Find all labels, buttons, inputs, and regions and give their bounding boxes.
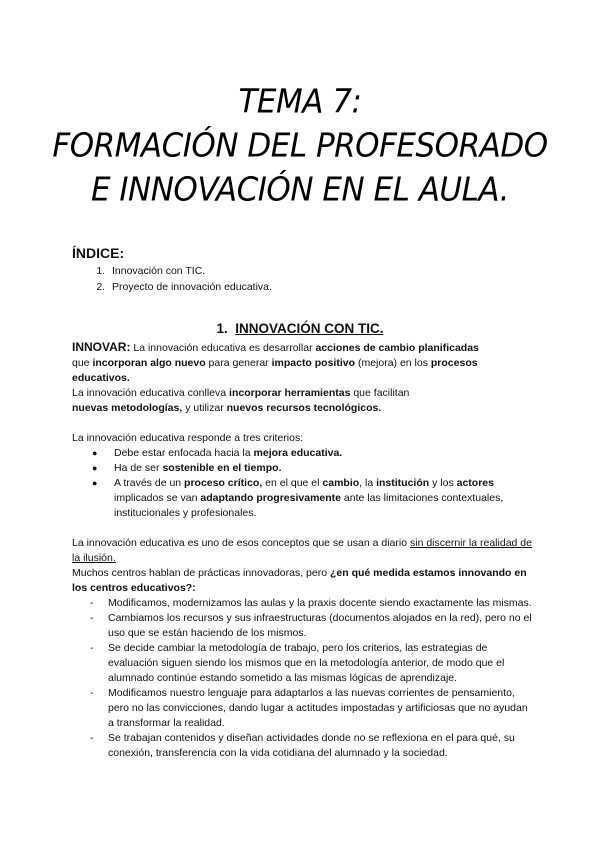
index-item: 2. Proyecto de innovación educativa. (108, 279, 568, 295)
index-list (72, 263, 568, 295)
paragraph-criterios: La innovación educativa responde a tres criterios: (72, 432, 304, 444)
list-item: - Modificamos, modernizamos las aulas y la praxis docente siendo exactamente las mismas. (108, 596, 532, 611)
section-title: INNOVACIÓN CON TIC. (235, 321, 384, 336)
list-item: - Se decide cambiar la metodología de trabajo, pero los criterios, las estrategias de evaluación siguen siendo los mismos que en la metodología anterior, de modo que el alumnado continúe estando sometido a las mismas lógicas de aprendizaje. (108, 641, 532, 686)
title-line-2: FORMACIÓN DEL PROFESORADO (52, 127, 548, 165)
document-title (0, 80, 600, 212)
criteria-list (72, 446, 532, 521)
title-line-3: E INNOVACIÓN EN EL AULA. (90, 171, 510, 209)
list-item: - Cambiamos los recursos y sus infraestructuras (documentos alojados en la red), pero no el uso que se están haciendo de los mismos. (108, 611, 532, 641)
paragraph-centros: Muchos centros hablan de prácticas innovadoras, pero ¿en qué medida estamos innovando en los centros educativos?: (72, 567, 527, 594)
list-item: - Modificamos nuestro lenguaje para adaptarlos a las nuevas corrientes de pensamiento, pero no las convicciones, dando lugar a actitudes impostadas y artificiosas que no ayudan a transformar la realidad. (108, 686, 532, 731)
paragraph-innovar: INNOVAR: La innovación educativa es desarrollar acciones de cambio planificadas que incorporan algo nuevo para generar impacto positivo (mejora) en los procesos educativos. (72, 340, 479, 384)
section-body (72, 340, 532, 761)
list-item: - Se trabajan contenidos y diseñan actividades donde no se reflexiona en el para qué, su conexión, transferencia con la vida cotidiana del alumnado y la sociedad. (108, 731, 532, 761)
section-heading (0, 321, 600, 336)
paragraph-conlleva: La innovación educativa conlleva incorporar herramientas que facilitan nuevas metodologías, y utilizar nuevos recursos tecnológicos. (72, 387, 410, 414)
index-heading: ÍNDICE: (72, 245, 125, 261)
title-line-1: TEMA 7: (238, 83, 362, 121)
list-item: ● Debe estar enfocada hacia la mejora educativa. (108, 446, 532, 461)
list-item: ● Ha de ser sostenible en el tiempo. (108, 461, 532, 476)
section-number: 1. (216, 321, 228, 336)
practices-list (72, 596, 532, 761)
index-item: 1. Innovación con TIC. (108, 263, 568, 279)
paragraph-conceptos: La innovación educativa es uno de esos conceptos que se usan a diario sin discernir la realidad de la ilusión. (72, 537, 532, 564)
list-item: ● A través de un proceso crítico, en el que el cambio, la institución y los actores implicados se van adaptando progresivamente ante las limitaciones contextuales, institucionales y profesionales. (108, 476, 532, 521)
